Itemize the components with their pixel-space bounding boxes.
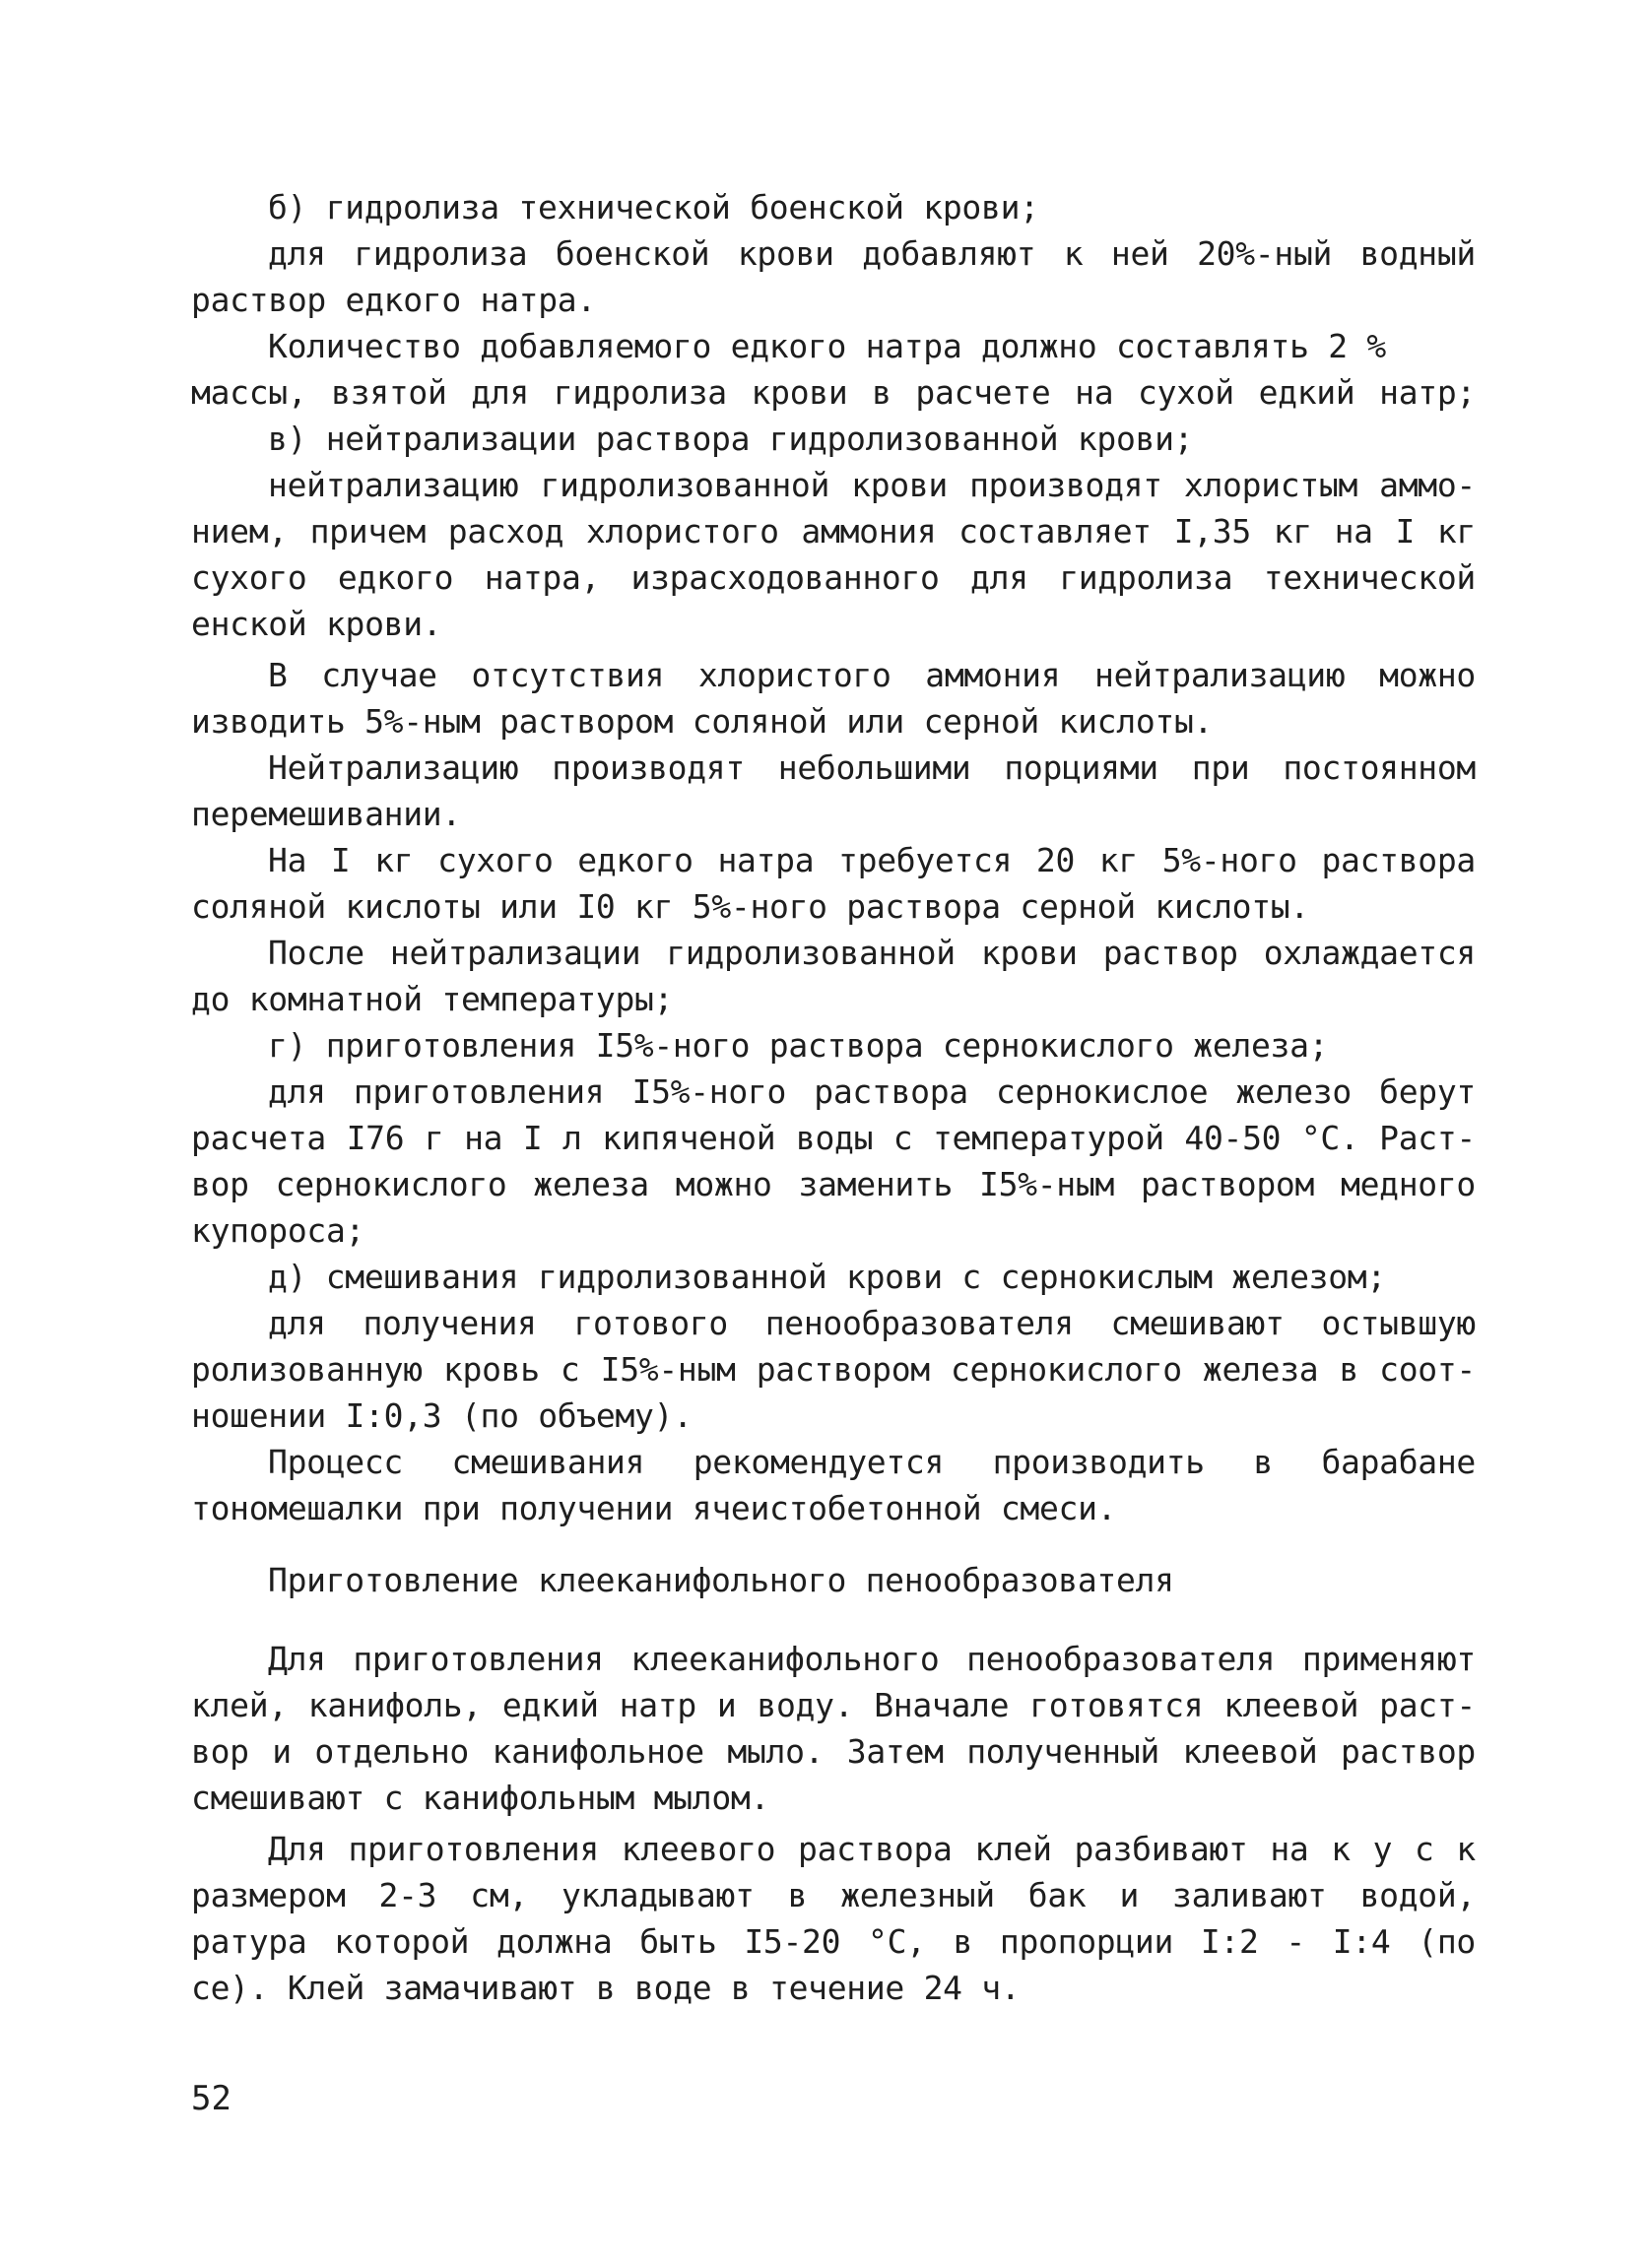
text-line: в) нейтрализации раствора гидролизованной крови;	[268, 420, 1194, 458]
text-line: размером 2-3 см, укладывают в железный бак и заливают водой,	[191, 1876, 1476, 1914]
text-line: г) приготовления I5%-ного раствора сернокислого железа;	[268, 1026, 1329, 1065]
text-line: ношении I:0,3 (по объему).	[191, 1396, 693, 1435]
text-line: Нейтрализацию производят небольшими порциями при постоянном	[268, 748, 1476, 787]
text-line: После нейтрализации гидролизованной крови раствор охлаждается	[268, 934, 1476, 972]
text-line: перемешивании.	[191, 795, 461, 833]
text-line: нием, причем расход хлористого аммония составляет I,35 кг на I кг	[191, 512, 1476, 551]
text-line: смешивают с канифольным мылом.	[191, 1779, 770, 1817]
text-line: для гидролиза боенской крови добавляют к ней 20%-ный водный	[268, 234, 1476, 273]
text-line: тономешалки при получении ячеистобетонной смеси.	[191, 1489, 1117, 1527]
text-line: д) смешивания гидролизованной крови с сернокислым железом;	[268, 1258, 1386, 1296]
text-line: Количество добавляемого едкого натра должно составлять 2 %	[268, 327, 1386, 365]
section-heading: Приготовление клееканифольного пенообразователя	[268, 1561, 1174, 1599]
text-line: до комнатной температуры;	[191, 980, 674, 1018]
text-line: се). Клей замачивают в воде в течение 24 ч.	[191, 1969, 1021, 2007]
text-line: ратура которой должна быть I5-20 °С, в пропорции I:2 - I:4 (по	[191, 1922, 1476, 1961]
text-line: На I кг сухого едкого натра требуется 20 кг 5%-ного раствора	[268, 841, 1476, 879]
text-line: вор и отдельно канифольное мыло. Затем полученный клеевой раствор	[191, 1732, 1476, 1771]
text-line: раствор едкого натра.	[191, 281, 596, 319]
text-line: енской крови.	[191, 605, 442, 643]
text-line: вор сернокислого железа можно заменить I5%-ным раствором медного	[191, 1165, 1476, 1203]
text-line: для приготовления I5%-ного раствора сернокислое железо берут	[268, 1072, 1476, 1111]
text-line: клей, канифоль, едкий натр и воду. Вначале готовятся клеевой раст-	[191, 1686, 1476, 1724]
text-line: нейтрализацию гидролизованной крови производят хлористым аммо-	[268, 466, 1476, 504]
text-line: купороса;	[191, 1211, 365, 1250]
text-line: массы, взятой для гидролиза крови в расчете на сухой едкий натр;	[191, 373, 1476, 412]
text-line: Процесс смешивания рекомендуется производить в барабане	[268, 1443, 1476, 1481]
text-line: сухого едкого натра, израсходованного для гидролиза технической	[191, 558, 1476, 597]
page-number: 52	[191, 2079, 231, 2118]
text-line: б) гидролиза технической боенской крови;	[268, 188, 1039, 227]
text-line: ролизованную кровь с I5%-ным раствором сернокислого железа в соот-	[191, 1350, 1476, 1389]
text-line: Для приготовления клеевого раствора клей разбивают на к у с к	[268, 1830, 1476, 1868]
text-line: В случае отсутствия хлористого аммония нейтрализацию можно	[268, 656, 1476, 694]
text-line: для получения готового пенообразователя смешивают остывшую	[268, 1304, 1476, 1342]
text-line: изводить 5%-ным раствором соляной или серной кислоты.	[191, 702, 1214, 741]
text-line: соляной кислоты или I0 кг 5%-ного раствора серной кислоты.	[191, 887, 1309, 926]
text-line: расчета I76 г на I л кипяченой воды с температурой 40-50 °С. Раст-	[191, 1119, 1476, 1157]
text-line: Для приготовления клееканифольного пенообразователя применяют	[268, 1640, 1476, 1678]
